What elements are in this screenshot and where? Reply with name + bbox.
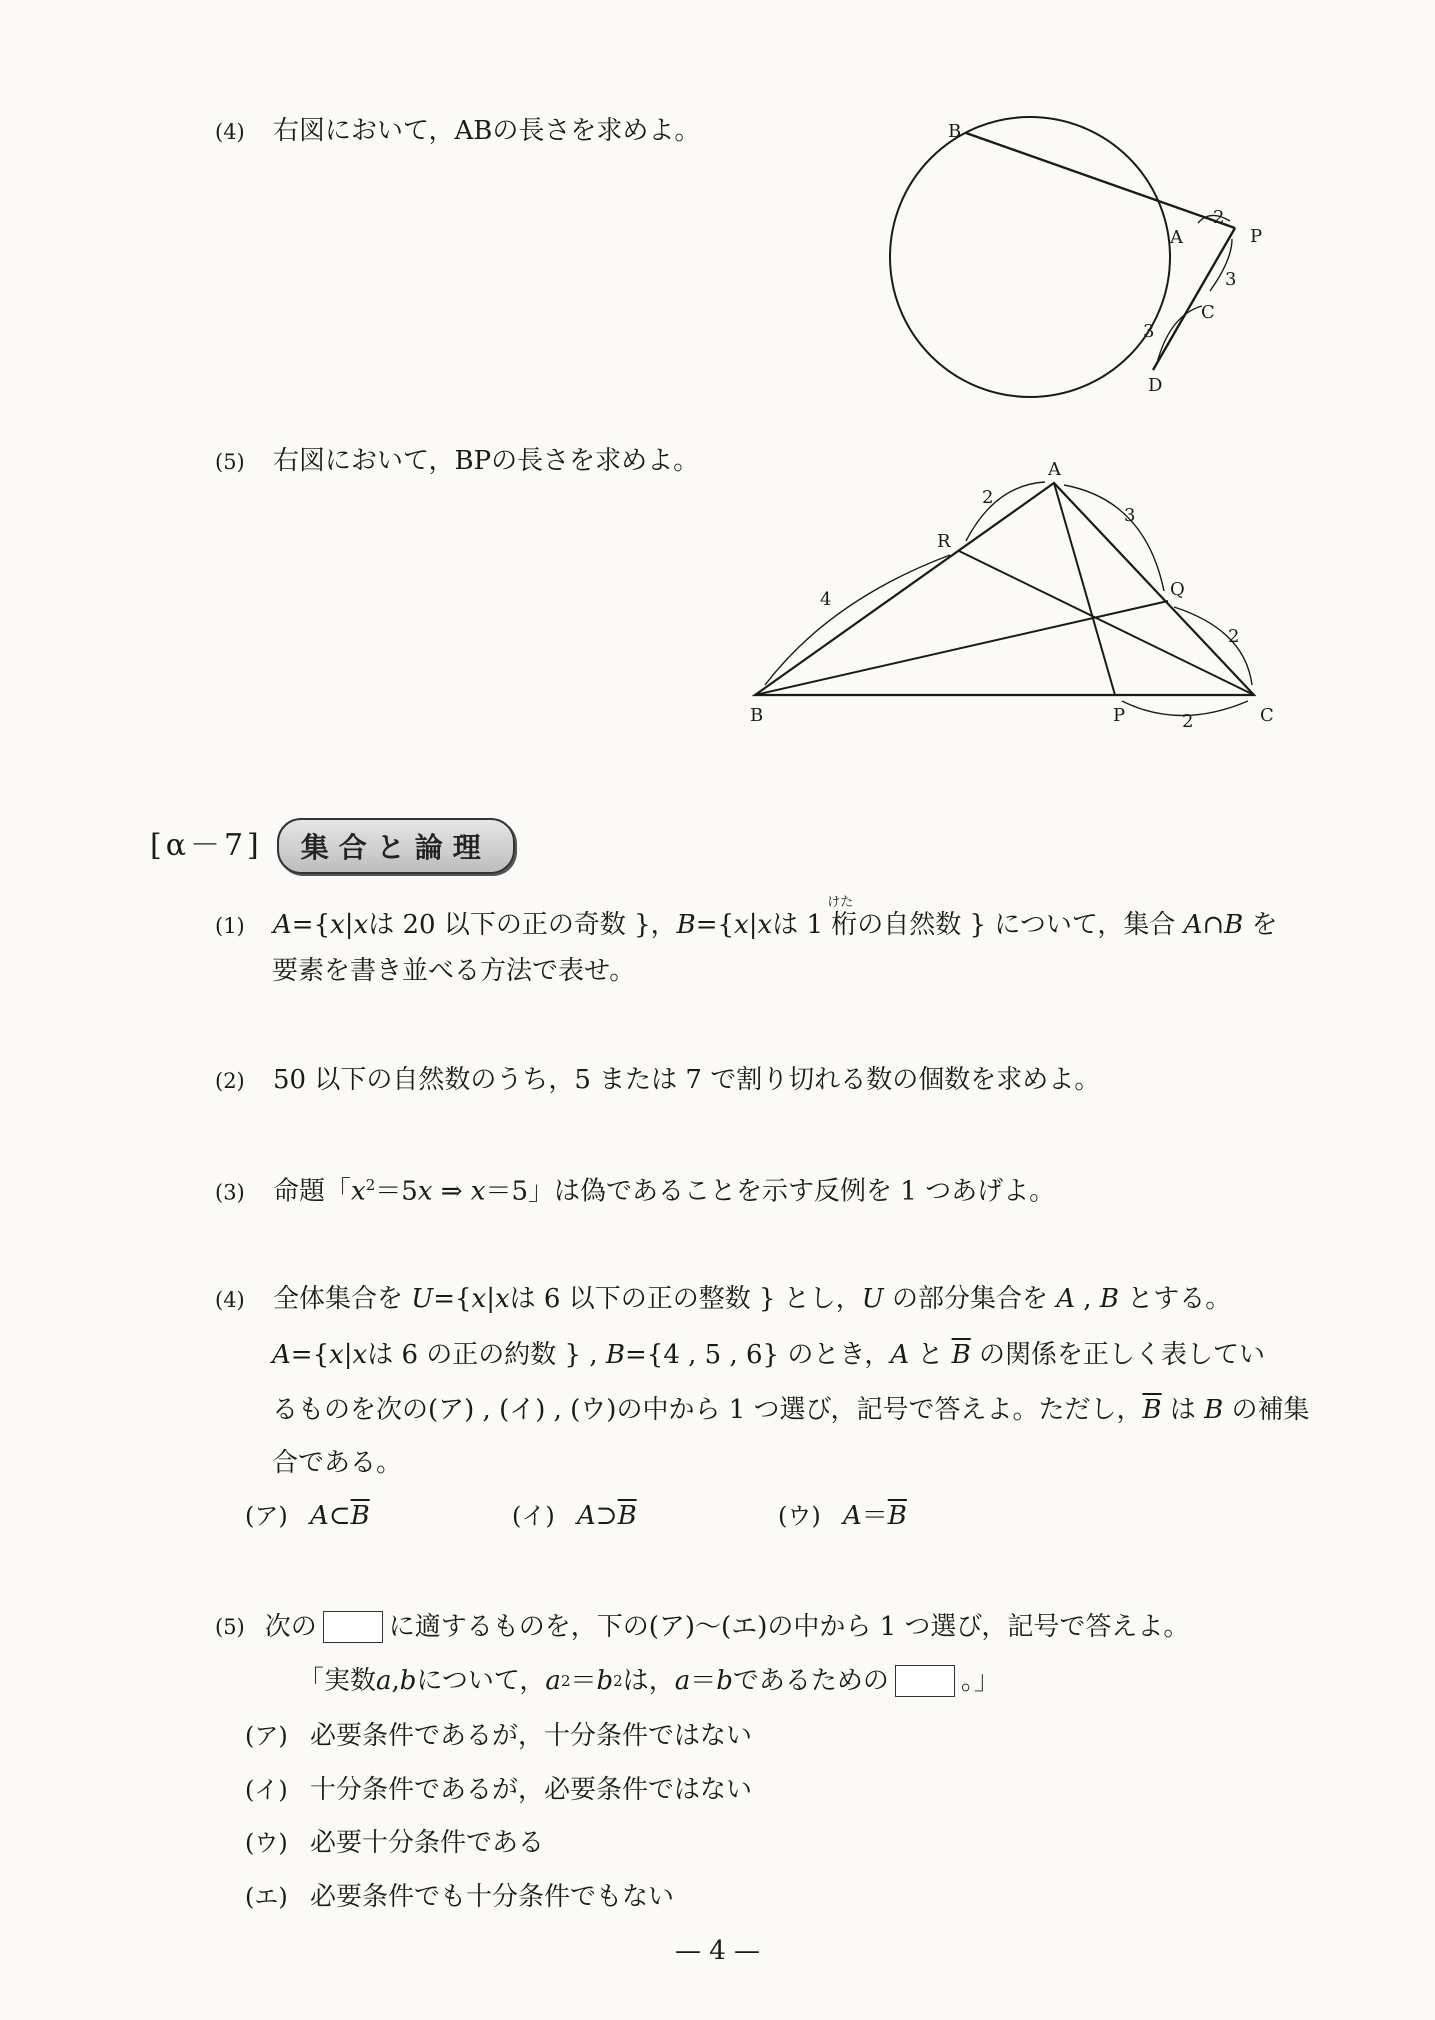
text: は， <box>622 1666 675 1696</box>
q2-number: (2) <box>215 1069 245 1093</box>
text: に適するものを，下の(ア)～(エ)の中から 1 つ選び，記号で答えよ。 <box>388 1612 1190 1642</box>
label-d: D <box>1148 375 1163 396</box>
set-b-symbol: B <box>676 910 696 940</box>
set-b: B <box>1099 1284 1119 1314</box>
superset-op: ⊃ <box>595 1501 618 1531</box>
var-a: a <box>674 1666 691 1696</box>
implies: ⇒ <box>432 1176 471 1207</box>
text: について， <box>416 1666 546 1696</box>
length-pc: 2 <box>1182 711 1194 732</box>
text: 次の <box>264 1612 317 1642</box>
arc-ar <box>966 482 1045 541</box>
label-a: A <box>1170 227 1183 248</box>
exponent: 2 <box>560 1671 571 1690</box>
section-header <box>150 818 515 874</box>
q2 <box>215 1067 1100 1093</box>
text: ={ <box>433 1284 472 1314</box>
q4-line2 <box>272 1342 1265 1368</box>
bar: | <box>748 910 758 940</box>
section-title: 集合と論理 <box>277 818 515 874</box>
geo-q4-number: (4) <box>215 120 245 144</box>
text: は 6 以下の正の整数 } とし， <box>509 1284 862 1314</box>
text: は 1 <box>772 910 832 940</box>
label-b: B <box>750 705 764 726</box>
complement-b: $\overline{B}$ <box>951 1340 971 1370</box>
label-p: P <box>1250 226 1263 247</box>
label-p: P <box>1113 705 1126 726</box>
option-text: 必要十分条件である <box>310 1828 545 1858</box>
text: の関係を正しく表してい <box>970 1340 1266 1370</box>
complement-b: $\overline{B}$ <box>350 1501 370 1531</box>
length-rb: 4 <box>820 589 832 610</box>
option-text: 必要条件であるが，十分条件ではない <box>310 1721 753 1751</box>
keta: 桁 <box>831 910 858 940</box>
set-a: A <box>843 1501 862 1531</box>
label-q: Q <box>1170 579 1185 600</box>
label-c: C <box>1260 705 1274 726</box>
q1-line1 <box>215 895 1278 940</box>
var-x: x <box>351 1176 366 1207</box>
text: 「実数 <box>298 1666 377 1696</box>
q1-number: (1) <box>215 914 245 938</box>
arc-qc <box>1174 607 1252 685</box>
set-a: A <box>577 1501 596 1531</box>
var-x: x <box>352 1340 368 1370</box>
var-x: x <box>494 1284 510 1314</box>
var-x: x <box>470 1176 486 1207</box>
q5-option-u <box>245 1830 544 1856</box>
var-a: a <box>545 1666 561 1696</box>
option-mark: (ウ) <box>778 1502 821 1530</box>
text: は 6 の正の約数 } , <box>367 1340 606 1370</box>
option-mark: (エ) <box>245 1883 288 1911</box>
geo-q5 <box>215 448 699 474</box>
q4-option-a <box>245 1503 370 1529</box>
circle <box>890 117 1170 397</box>
option-mark: (イ) <box>245 1776 288 1804</box>
answer-blank <box>323 1611 383 1643</box>
q4-line4: 合である。 <box>272 1448 403 1478</box>
page-number: — 4 — <box>674 1936 761 1966</box>
geo-q4 <box>215 118 700 144</box>
label-a: A <box>1048 459 1061 480</box>
q4-line3 <box>272 1397 1310 1423</box>
var-x: x <box>329 1340 344 1370</box>
var-x: x <box>471 1284 487 1314</box>
label-b: B <box>948 121 962 142</box>
triangle-cevian-figure <box>740 455 1280 735</box>
answer-blank <box>895 1665 955 1697</box>
text: るものを次の(ア) , (イ) , (ウ)の中から 1 つ選び，記号で答えよ。ただし， <box>272 1395 1143 1425</box>
intersection: A∩B <box>1183 910 1244 940</box>
var-b: b <box>399 1666 417 1696</box>
text: を <box>1243 910 1278 940</box>
arc-rb <box>765 555 950 685</box>
var-b: b <box>716 1666 733 1696</box>
equal-op: ＝ <box>861 1501 888 1531</box>
set-b: B <box>1204 1395 1224 1425</box>
text: であるための <box>732 1666 889 1696</box>
q3-number: (3) <box>215 1180 245 1205</box>
complement-b: $\overline{B}$ <box>1142 1395 1162 1425</box>
length-pc: 3 <box>1225 269 1237 290</box>
q4-line1 <box>215 1286 1231 1312</box>
q2-text: 50 以下の自然数のうち，5 または 7 で割り切れる数の個数を求めよ。 <box>273 1065 1101 1095</box>
complement-b: $\overline{B}$ <box>887 1501 907 1531</box>
set-b: B <box>605 1340 626 1370</box>
bar: | <box>344 910 354 940</box>
text: 。」 <box>960 1666 1000 1696</box>
subset-op: ⊂ <box>328 1501 351 1531</box>
q3 <box>215 1178 1055 1205</box>
text: ={4 , 5 , 6} のとき， <box>625 1340 891 1370</box>
option-mark: (ア) <box>245 1722 288 1750</box>
text: とする。 <box>1118 1284 1232 1314</box>
label-c: C <box>1201 302 1215 323</box>
text: の部分集合を <box>883 1284 1057 1314</box>
set-a: A <box>1056 1284 1076 1314</box>
length-pa: 2 <box>1213 207 1225 228</box>
var-x: x <box>757 910 773 940</box>
var-x: x <box>330 910 345 940</box>
set-u: U <box>861 1284 884 1314</box>
q5-option-a <box>245 1723 752 1749</box>
label-r: R <box>937 531 951 552</box>
q4-number: (4) <box>215 1288 245 1312</box>
keta-ruby <box>827 895 858 940</box>
length-cd: 3 <box>1143 321 1155 342</box>
text: の補集 <box>1223 1395 1310 1425</box>
eq: ={ <box>695 910 735 940</box>
complement-b: $\overline{B}$ <box>617 1501 637 1531</box>
set-a: A <box>310 1501 329 1531</box>
text: ={ <box>290 1340 330 1370</box>
q5-option-e <box>245 1884 674 1910</box>
q5-quote <box>298 1665 1000 1697</box>
length-ar: 2 <box>982 487 994 508</box>
arc-cd <box>1157 306 1202 363</box>
option-text: 十分条件であるが，必要条件ではない <box>310 1775 753 1805</box>
q4-option-i <box>512 1503 637 1529</box>
var-x: x <box>417 1176 433 1207</box>
length-aq: 3 <box>1124 505 1136 526</box>
q1-line2: 要素を書き並べる方法で表せ。 <box>272 956 636 986</box>
option-mark: (ウ) <box>245 1829 288 1857</box>
text: は 20 以下の正の奇数 }， <box>368 910 677 940</box>
ruby-text: けた <box>827 895 854 910</box>
geo-q5-text: 右図において，BPの長さを求めよ。 <box>273 446 700 476</box>
arc-aq <box>1064 485 1164 591</box>
geo-q5-number: (5) <box>215 450 245 474</box>
length-qc: 2 <box>1228 626 1240 647</box>
option-text: 必要条件でも十分条件でもない <box>310 1882 675 1912</box>
text: ＝5 <box>375 1176 418 1207</box>
text: ＝5」は偽であることを示す反例を 1 つあげよ。 <box>485 1176 1056 1207</box>
text: 命題「 <box>273 1176 352 1207</box>
secant-pd <box>1153 228 1235 370</box>
text: ＝ <box>570 1666 597 1696</box>
var-x: x <box>353 910 369 940</box>
cevian-bq <box>755 601 1168 695</box>
text: , <box>1075 1284 1100 1314</box>
set-a-symbol: A <box>273 910 292 940</box>
q4-option-u <box>778 1503 907 1529</box>
section-label: [α－7] <box>150 828 263 863</box>
bar: | <box>486 1284 495 1314</box>
exponent: 2 <box>613 1671 623 1690</box>
var-a: a <box>376 1666 392 1696</box>
var-b: b <box>596 1666 614 1696</box>
exponent: 2 <box>365 1176 376 1194</box>
text: , <box>391 1666 400 1696</box>
q5-option-i <box>245 1777 752 1803</box>
geo-q4-text: 右図において，ABの長さを求めよ。 <box>273 116 701 146</box>
eq: ={ <box>291 910 331 940</box>
secant-bp <box>966 133 1235 228</box>
text: は <box>1161 1395 1205 1425</box>
set-u: U <box>411 1284 434 1314</box>
var-x: x <box>734 910 749 940</box>
bar: | <box>343 1340 353 1370</box>
text: と <box>909 1340 952 1370</box>
q5-number: (5) <box>215 1614 245 1639</box>
text: の自然数 } について，集合 <box>857 910 1184 940</box>
text: ＝ <box>690 1666 717 1696</box>
option-mark: (イ) <box>512 1502 555 1530</box>
set-a: A <box>272 1340 291 1370</box>
text: 全体集合を <box>273 1284 412 1314</box>
q5-line1 <box>215 1611 1189 1643</box>
circle-secant-figure <box>880 115 1280 415</box>
option-mark: (ア) <box>245 1502 288 1530</box>
set-a: A <box>890 1340 910 1370</box>
